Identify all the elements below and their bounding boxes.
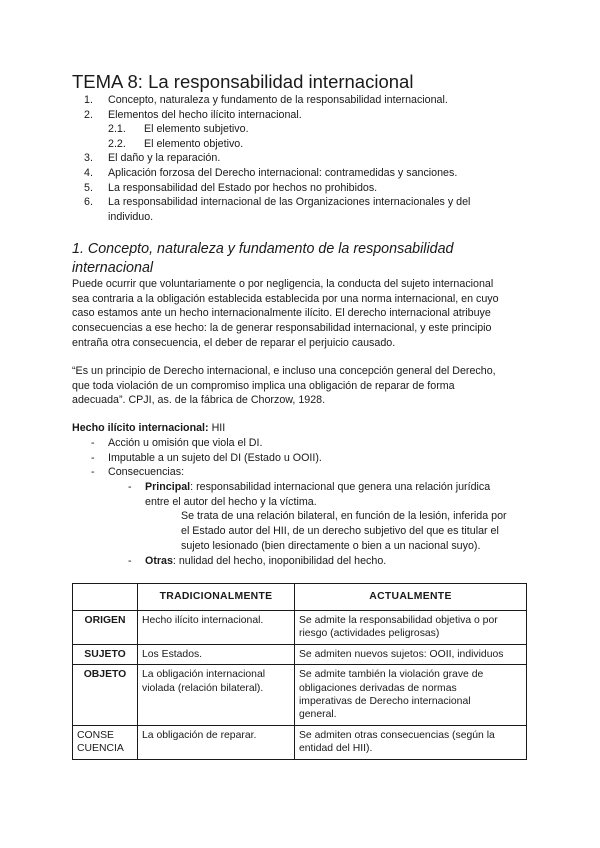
toc-item [0,181,600,196]
paragraph-line: consecuencias a ese hecho: la de generar responsabilidad internacional, y este principio [72,322,492,335]
toc-subitem [0,122,600,137]
table-cell [295,611,527,645]
list-text: el Estado autor del HII, de un derecho subjetivo del que es titular el [181,525,499,538]
cell-line: general. [299,709,337,721]
page-title: TEMA 8: La responsabilidad internacional [72,71,414,92]
section-heading-line: 1. Concepto, naturaleza y fundamento de la responsabilidad [72,241,454,257]
toc-number: 1. [84,94,93,106]
cell-line: entidad del HII). [299,743,373,755]
cell-line: obligaciones derivadas de normas [299,682,457,694]
list-note [0,509,600,524]
cell-line: Se admiten otras consecuencias (según la [299,729,495,741]
list-dash: - [91,466,95,479]
list-subitem-continuation [0,495,600,510]
hecho-list [0,436,600,568]
toc-subitem [0,137,600,152]
toc-text: El daño y la reparación. [108,152,221,165]
cell-line: Se admiten nuevos sujetos: OOII, individuos [299,648,504,660]
list-text: Imputable a un sujeto del DI (Estado u OOII). [108,451,322,464]
hecho-heading [72,421,225,436]
toc-number: 2.2. [108,137,126,150]
toc-text: La responsabilidad internacional de las Organizaciones internacionales y del [108,196,471,209]
paragraph-line: sea contraria a la obligación establecida establecida por una norma internacional, en cuyo [72,292,499,305]
row-header [73,725,138,759]
list-item [0,465,600,480]
paragraph-line: Puede ocurrir que voluntariamente o por negligencia, la conducta del sujeto internacional [72,278,494,290]
table-header: ACTUALMENTE [295,584,527,611]
cell-line: Hecho ilícito internacional. [142,615,264,626]
list-dash: - [91,437,95,449]
table-row [73,665,527,726]
cell-line: violada (relación bilateral). [142,682,264,694]
otras-label: Otras [145,554,173,567]
section-heading-line: internacional [72,260,154,276]
hecho-abbr: HII [211,422,226,434]
principal-text: : responsabilidad internacional que genera una relación jurídica [190,481,491,494]
list-subitem [0,480,600,495]
list-text: Consecuencias: [108,466,185,479]
table-cell [138,725,295,759]
table-row [73,725,527,759]
table-header-row [73,584,527,611]
cell-line: imperativas de Derecho internacional [299,696,471,708]
toc-text: individuo. [108,210,154,223]
table-header-empty [73,584,138,611]
hecho-label: Hecho ilícito internacional: [72,422,209,434]
list-item [0,451,600,466]
table-row [73,611,527,645]
toc-number: 4. [84,166,93,179]
toc-text: El elemento subjetivo. [144,123,249,136]
cell-line: CUENCIA [77,743,124,755]
toc-number: 2. [84,108,93,121]
table-cell [295,665,527,726]
list-note [0,539,600,554]
cell-line: Los Estados. [142,648,203,660]
row-header: ORIGEN [73,611,138,645]
paragraph-quote [72,364,532,408]
otras-text: : nulidad del hecho, inoponibilidad del hecho. [172,554,387,567]
toc-text: Aplicación forzosa del Derecho internacional: contramedidas y sanciones. [108,166,458,179]
table-cell [295,644,527,664]
cell-line: Se admite la responsabilidad objetiva o por [299,615,498,626]
table-cell [138,665,295,726]
list-dash: - [128,481,132,494]
list-dash: - [91,451,95,464]
paragraph-intro [72,277,532,350]
list-text: entre el autor del hecho y la víctima. [145,495,317,508]
comparison-table [72,583,527,760]
table-header: TRADICIONALMENTE [138,584,295,611]
toc-number: 2.1. [108,123,126,136]
list-text [145,554,386,569]
row-header: OBJETO [73,665,138,726]
paragraph-line: que toda violación de un compromiso implica una obligación de reparar de forma [72,379,455,392]
list-item [0,436,600,451]
table-row [73,644,527,664]
list-note [0,524,600,539]
table-cell [138,611,295,645]
paragraph-line: entraña otra consecuencia, el deber de reparar el perjuicio causado. [72,336,396,349]
cell-line: riesgo (actividades peligrosas) [299,628,440,640]
paragraph-line: caso estamos ante un hecho internacionalmente ilícito. El derecho internacional atribuye [72,307,491,320]
toc-item [0,93,600,108]
toc-item [0,151,600,166]
cell-line: CONSE [77,729,114,741]
toc-text: Concepto, naturaleza y fundamento de la responsabilidad internacional. [108,94,448,106]
table-cell [138,644,295,664]
row-header: SUJETO [73,644,138,664]
table-of-contents [0,93,600,224]
paragraph-line: adecuada”. CPJI, as. de la fábrica de Chorzow, 1928. [72,394,326,407]
toc-text: La responsabilidad del Estado por hechos no prohibidos. [108,181,378,194]
toc-item [0,195,600,210]
principal-label: Principal [145,481,191,494]
cell-line: La obligación de reparar. [142,729,257,741]
toc-number: 5. [84,181,93,194]
list-subitem [0,554,600,569]
toc-text: El elemento objetivo. [144,137,244,150]
toc-text: Elementos del hecho ilícito internacional. [108,108,302,121]
toc-item [0,108,600,123]
paragraph-line: “Es un principio de Derecho internacional, e incluso una concepción general del Derecho, [72,365,496,377]
toc-item [0,166,600,181]
toc-item-continuation [0,210,600,225]
list-dash: - [128,554,132,567]
cell-line: La obligación internacional [142,669,266,681]
list-text: sujeto lesionado (bien directamente o bien a un nacional suyo). [181,539,481,552]
cell-line: Se admite también la violación grave de [299,669,484,681]
list-text [145,480,490,495]
section-heading [72,240,532,278]
table-cell [295,725,527,759]
list-text: Se trata de una relación bilateral, en función de la lesión, inferida por [181,510,507,523]
toc-number: 3. [84,152,93,165]
list-text: Acción u omisión que viola el DI. [108,437,263,449]
toc-number: 6. [84,196,93,209]
